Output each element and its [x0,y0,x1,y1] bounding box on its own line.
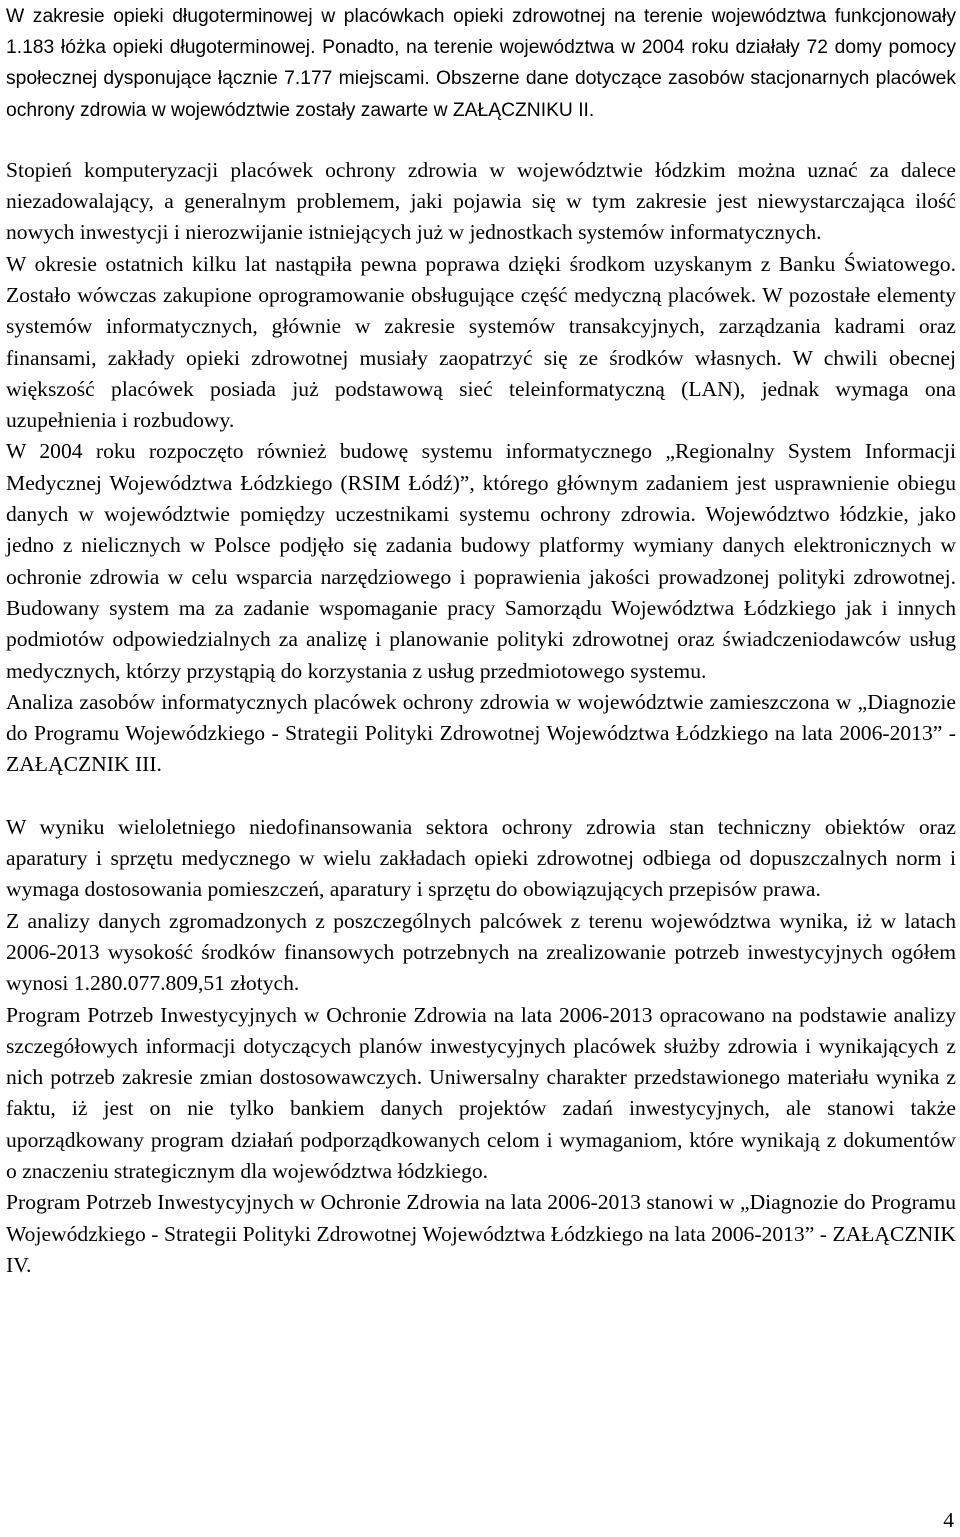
page-number: 4 [943,1508,954,1532]
paragraph-underfunding: W wyniku wieloletniego niedofinansowania sektora ochrony zdrowia stan techniczny obiektów oraz aparatury i sprzętu medycznego w wielu zakładach opieki zdrowotnej odbiega od dopuszczalnych norm i wymaga dostosowania pomieszczeń, aparatury i sprzętu do obowiązujących przepisów prawa. [6,814,956,902]
paragraph-computerization: Stopień komputeryzacji placówek ochrony zdrowia w województwie łódzkim można uznać za dalece niezadowalający, a generalnym problemem, jaki pojawia się w tym zakresie jest niewystarczająca ilość nowych inwestycji i nierozwijanie istniejących już w jednostkach systemów informatycznych. [6,157,956,245]
paragraph-investment-program: Program Potrzeb Inwestycyjnych w Ochronie Zdrowia na lata 2006-2013 opracowano na podstawie analizy szczegółowych informacji dotyczących planów inwestycyjnych placówek służby zdrowia i wynikających z nich potrzeb zakresie zmian dostosowawczych. Uniwersalny charakter przedstawionego materiału wynika z faktu, iż jest on nie tylko bankiem danych projektów zadań inwestycyjnych, ale stanowi także uporządkowany program działań podporządkowanych celom i wymaganiom, które wynikają z dokumentów o znaczeniu strategicznym dla województwa łódzkiego. [6,1002,956,1184]
paragraph-world-bank: W okresie ostatnich kilku lat nastąpiła pewna poprawa dzięki środkom uzyskanym z Banku Światowego. Zostało wówczas zakupione oprogramowanie obsługujące część medyczną placówek. W pozostałe elementy systemów informatycznych, głównie w zakresie systemów transakcyjnych, zarządzania kadrami oraz finansami, zakłady opieki zdrowotnej musiały zaopatrzyć się ze środków własnych. W chwili obecnej większość placówek posiada już podstawową sieć teleinformatyczną (LAN), jednak wymaga ona uzupełnienia i rozbudowy. [6,251,956,433]
paragraph-rsim: W 2004 roku rozpoczęto również budowę systemu informatycznego „Regionalny System Informacji Medycznej Województwa Łódzkiego (RSIM Łódź)”, którego głównym zadaniem jest usprawnienie obiegu danych w województwie pomiędzy uczestnikami systemu ochrony zdrowia. Województwo łódzkie, jako jedno z nielicznych w Polsce podjęło się zadania budowy platformy wymiany danych elektronicznych w ochronie zdrowia w celu wsparcia narzędziowego i poprawienia jakości prowadzonej polityki zdrowotnej. Budowany system ma za zadanie wspomaganie pracy Samorządu Województwa Łódzkiego jak i innych podmiotów odpowiedzialnych za analizę i planowanie polityki zdrowotnej oraz świadczeniodawców usług medycznych, którzy przystąpią do korzystania z usług przedmiotowego systemu. [6,439,956,683]
paragraph-analysis-annex-iii: Analiza zasobów informatycznych placówek ochrony zdrowia w województwie zamieszczona w „Diagnozie do Programu Wojewódzkiego - Strategii Polityki Zdrowotnej Województwa Łódzkiego na lata 2006-2013” - ZAŁĄCZNIK III. [6,689,956,777]
paragraph-long-term-care: W zakresie opieki długoterminowej w placówkach opieki zdrowotnej na terenie województwa funkcjonowały 1.183 łóżka opieki długoterminowej. Ponadto, na terenie województwa w 2004 roku działały 72 domy pomocy społecznej dysponujące łącznie 7.177 miejscami. Obszerne dane dotyczące zasobów stacjonarnych placówek ochrony zdrowia w województwie zostały zawarte w ZAŁĄCZNIKU II. [6,6,956,121]
paragraph-annex-iv: Program Potrzeb Inwestycyjnych w Ochronie Zdrowia na lata 2006-2013 stanowi w „Diagnozie do Programu Wojewódzkiego - Strategii Polityki Zdrowotnej Województwa Łódzkiego na lata 2006-2013” - ZAŁĄCZNIK IV. [6,1190,956,1277]
document-page [6,0,956,1281]
paragraph-investment-needs: Z analizy danych zgromadzonych z poszczególnych palcówek z terenu województwa wynika, iż w latach 2006-2013 wysokość środków finansowych potrzebnych na zrealizowanie potrzeb inwestycyjnych ogółem wynosi 1.280.077.809,51 złotych. [6,908,956,996]
